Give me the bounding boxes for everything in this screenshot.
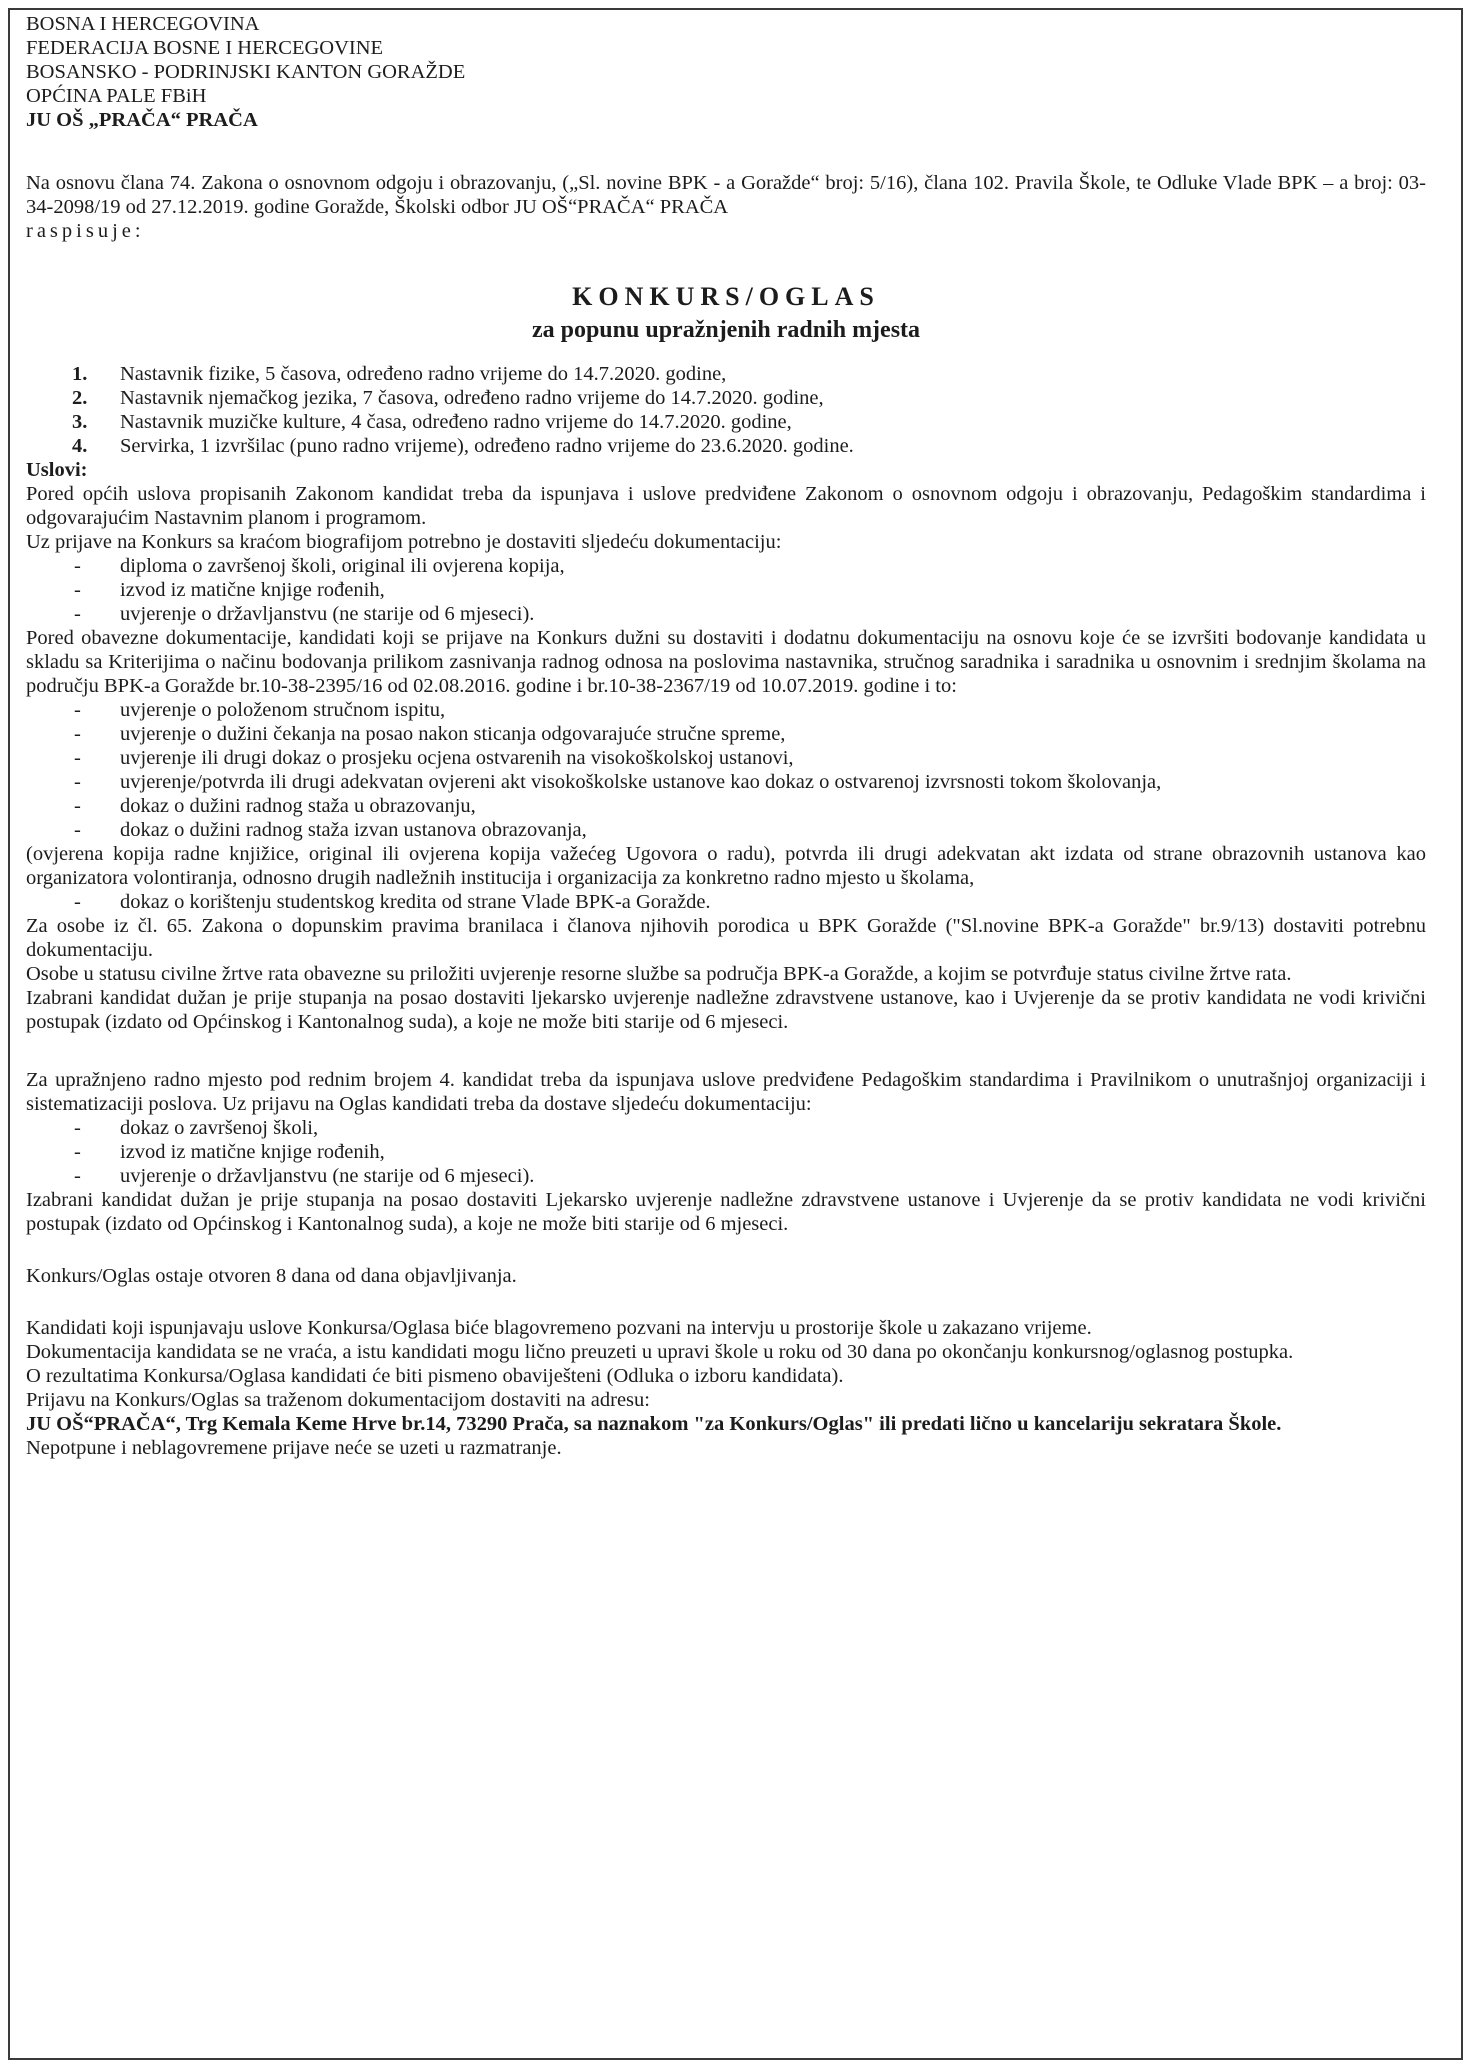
position-item xyxy=(26,386,1426,410)
address-text: JU OŠ“PRAČA“, Trg Kemala Keme Hrve br.14, 73290 Prača, sa naznakom "za Konkurs/Oglas" ili predati lično u kancelariju sekratara Škole. xyxy=(26,1413,1282,1435)
list-item-text: dokaz o korištenju studentskog kredita od strane Vlade BPK-a Goražde. xyxy=(120,891,711,913)
page-subtitle: za popunu upražnjenih radnih mjesta xyxy=(531,317,921,343)
title-block xyxy=(26,282,1426,344)
list-item: - uvjerenje o državljanstvu (ne starije od 6 mjeseci). xyxy=(26,602,1426,626)
raspisuje-text: raspisuje: xyxy=(26,220,145,242)
list-item: - izvod iz matične knjige rođenih, xyxy=(26,1140,1426,1164)
list-item: - dokaz o dužini radnog staža izvan ustanova obrazovanja, xyxy=(26,818,1426,842)
list-item-text: uvjerenje o državljanstvu (ne starije od 6 mjeseci). xyxy=(120,1165,535,1187)
uslovi-heading: Uslovi: xyxy=(26,459,88,481)
position-number: 4. xyxy=(72,435,88,457)
position4-paragraph: Za upražnjeno radno mjesto pod rednim brojem 4. kandidat treba da ispunjava uslove predviđene Pedagoškim standardima i Pravilnikom o unutrašnjoj organizaciji i sistematizaciji poslova. Uz prijavu na Oglas kandidati treba da dostave sljedeću dokumentaciju: xyxy=(26,1069,1426,1115)
header-line-canton: BOSANSKO - PODRINJSKI KANTON GORAŽDE xyxy=(26,61,466,83)
position-text: Nastavnik njemačkog jezika, 7 časova, određeno radno vrijeme do 14.7.2020. godine, xyxy=(120,387,824,409)
positions-list xyxy=(26,362,1426,458)
position-number: 2. xyxy=(72,387,88,409)
additional-docs-paragraph: Pored obavezne dokumentacije, kandidati koji se prijave na Konkurs dužni su dostaviti i dodatnu dokumentaciju na osnovu koje će se izvršiti bodovanje kandidata u skladu sa Kriterijima o načinu bodovanja prilikom zasnivanja radnog odnosa na poslovima nastavnika, stručnog saradnika i saradnika u osnovnim i srednjim školama na području BPK-a Goražde br.10-38-2395/16 od 02.08.2016. godine i br.10-38-2367/19 od 10.07.2019. godine i to: xyxy=(26,627,1426,697)
position4-medical-paragraph: Izabrani kandidat dužan je prije stupanja na posao dostaviti Ljekarsko uvjerenje nadležne zdravstvene ustanove i Uvjerenje da se protiv kandidata ne vodi krivični postupak (izdato od Općinskog i Kantonalnog suda), a koje ne može biti starije od 6 mjeseci. xyxy=(26,1189,1426,1235)
position-item xyxy=(26,362,1426,386)
address-intro-text: Prijavu na Konkurs/Oglas sa traženom dokumentacijom dostaviti na adresu: xyxy=(26,1389,650,1411)
position-item xyxy=(26,410,1426,434)
list-item-text: uvjerenje o dužini čekanja na posao nakon sticanja odgovarajuće stručne spreme, xyxy=(120,723,786,745)
list-item-text: dokaz o završenoj školi, xyxy=(120,1117,319,1139)
list-item: - uvjerenje ili drugi dokaz o prosjeku ocjena ostvarenih na visokoškolskoj ustanovi, xyxy=(26,746,1426,770)
interview-text: Kandidati koji ispunjavaju uslove Konkursa/Oglasa biće blagovremeno pozvani na intervju u prostorije škole u zakazano vrijeme. xyxy=(26,1317,1092,1339)
list-item: - uvjerenje o dužini čekanja na posao nakon sticanja odgovarajuće stručne spreme, xyxy=(26,722,1426,746)
intro-paragraph: Na osnovu člana 74. Zakona o osnovnom odgoju i obrazovanju, („Sl. novine BPK - a Goražde“ broj: 5/16), člana 102. Pravila Škole, te Odluke Vlade BPK – a broj: 03-34-2098/19 od 27.12.2019. godine Goražde, Školski odbor JU OŠ“PRAČA“ PRAČA xyxy=(26,172,1426,218)
required-docs-list xyxy=(26,554,1426,626)
position-text: Servirka, 1 izvršilac (puno radno vrijeme), određeno radno vrijeme do 23.6.2020. godine. xyxy=(120,435,854,457)
position-number: 3. xyxy=(72,411,88,433)
civil-victims-paragraph: Osobe u statusu civilne žrtve rata obavezne su priložiti uvjerenje resorne službe sa područja BPK-a Goražde, a kojim se potvrđuje status civilne žrtve rata. xyxy=(26,963,1292,985)
docs-return-text: Dokumentacija kandidata se ne vraća, a istu kandidati mogu lično preuzeti u upravi škole u roku od 30 dana po okončanju konkursnog/oglasnog postupka. xyxy=(26,1341,1294,1363)
document-body xyxy=(26,12,1426,1460)
veterans-paragraph: Za osobe iz čl. 65. Zakona o dopunskim pravima branilaca i članova njihovih porodica u BPK Goražde ("Sl.novine BPK-a Goražde" br.9/13) dostaviti potrebnu dokumentaciju. xyxy=(26,915,1426,961)
header-line-municipality: OPĆINA PALE FBiH xyxy=(26,85,207,107)
work-record-paragraph: (ovjerena kopija radne knjižice, original ili ovjerena kopija važećeg Ugovora o radu), potvrda ili drugi adekvatan akt izdata od strane obrazovnih ustanova kao organizatora volontiranja, odnosno drugih nadležnih institucija i organizacija za konkretno radno mjesto u školama, xyxy=(26,843,1426,889)
list-item-text: uvjerenje o državljanstvu (ne starije od 6 mjeseci). xyxy=(120,603,535,625)
position4-docs-list xyxy=(26,1116,1426,1188)
list-item: - izvod iz matične knjige rođenih, xyxy=(26,578,1426,602)
position-item xyxy=(26,434,1426,458)
list-item-text: izvod iz matične knjige rođenih, xyxy=(120,579,385,601)
list-item: - dokaz o završenoj školi, xyxy=(26,1116,1426,1140)
open-period-text: Konkurs/Oglas ostaje otvoren 8 dana od dana objavljivanja. xyxy=(26,1265,517,1287)
list-item-text: dokaz o dužini radnog staža izvan ustanova obrazovanja, xyxy=(120,819,587,841)
header-line-country: BOSNA I HERCEGOVINA xyxy=(26,13,260,35)
list-item: - uvjerenje o državljanstvu (ne starije od 6 mjeseci). xyxy=(26,1164,1426,1188)
additional-docs-list xyxy=(26,698,1426,842)
results-text: O rezultatima Konkursa/Oglasa kandidati će biti pismeno obaviješteni (Odluka o izboru kandidata). xyxy=(26,1365,844,1387)
position-text: Nastavnik muzičke kulture, 4 časa, određeno radno vrijeme do 14.7.2020. godine, xyxy=(120,411,792,433)
list-item-text: uvjerenje/potvrda ili drugi adekvatan ovjereni akt visokoškolske ustanove kao dokaz o ostvarenoj izvrsnosti tokom školovanja, xyxy=(120,771,1162,793)
list-item: - uvjerenje/potvrda ili drugi adekvatan ovjereni akt visokoškolske ustanove kao dokaz o ostvarenoj izvrsnosti tokom školovanja, xyxy=(26,770,1426,794)
header-block xyxy=(26,12,1426,132)
header-line-federation: FEDERACIJA BOSNE I HERCEGOVINE xyxy=(26,37,384,59)
final-note-text: Nepotpune i neblagovremene prijave neće se uzeti u razmatranje. xyxy=(26,1437,562,1459)
position-number: 1. xyxy=(72,363,88,385)
list-item-text: diploma o završenoj školi, original ili ovjerena kopija, xyxy=(120,555,565,577)
header-school-name: JU OŠ „PRAČA“ PRAČA xyxy=(26,109,258,131)
list-item-text: dokaz o dužini radnog staža u obrazovanju, xyxy=(120,795,476,817)
list-item-text: izvod iz matične knjige rođenih, xyxy=(120,1141,385,1163)
list-item: - dokaz o korištenju studentskog kredita od strane Vlade BPK-a Goražde. xyxy=(26,890,1426,914)
list-item-text: uvjerenje o položenom stručnom ispitu, xyxy=(120,699,446,721)
position-text: Nastavnik fizike, 5 časova, određeno radno vrijeme do 14.7.2020. godine, xyxy=(120,363,727,385)
page-title: KONKURS/OGLAS xyxy=(572,282,880,311)
list-item: - diploma o završenoj školi, original ili ovjerena kopija, xyxy=(26,554,1426,578)
uslovi-paragraph: Pored općih uslova propisanih Zakonom kandidat treba da ispunjava i uslove predviđene Zakonom o osnovnom odgoju i obrazovanju, Pedagoškim standardima i odgovarajućim Nastavnim planom i programom. xyxy=(26,483,1426,529)
credit-docs-list xyxy=(26,890,1426,914)
list-item-text: uvjerenje ili drugi dokaz o prosjeku ocjena ostvarenih na visokoškolskoj ustanovi, xyxy=(120,747,794,769)
documents-intro: Uz prijave na Konkurs sa kraćom biografijom potrebno je dostaviti sljedeću dokumentaciju: xyxy=(26,531,782,553)
list-item: - uvjerenje o položenom stručnom ispitu, xyxy=(26,698,1426,722)
list-item: - dokaz o dužini radnog staža u obrazovanju, xyxy=(26,794,1426,818)
medical-certificate-paragraph: Izabrani kandidat dužan je prije stupanja na posao dostaviti ljekarsko uvjerenje nadležne zdravstvene ustanove, kao i Uvjerenje da se protiv kandidata ne vodi krivični postupak (izdato od Općinskog i Kantonalnog suda), a koje ne može biti starije od 6 mjeseci. xyxy=(26,987,1426,1033)
